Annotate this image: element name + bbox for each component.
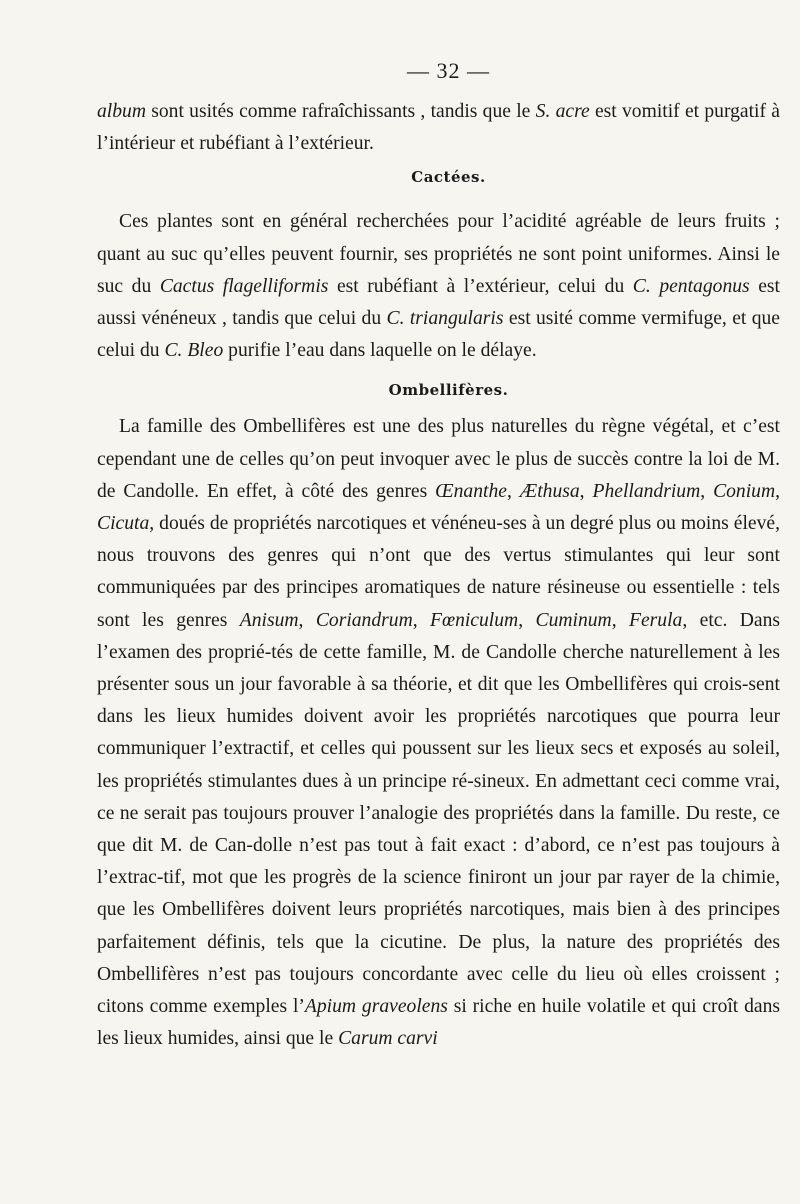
text-run: est vomitif et purgatif à l’intérieur et rubéfiant à l’extérieur. [97, 101, 780, 155]
genus-name: Œnanthe [435, 480, 507, 502]
species-name: Apium graveolens [304, 996, 448, 1018]
section-heading-ombelliferes: Ombellifères. [388, 381, 509, 400]
text-run: sont usités comme rafraîchissants , tandis que le [145, 101, 536, 122]
genus-name: Anisum [239, 609, 299, 631]
genus-name: Cuminum [535, 609, 612, 631]
genus-name: Cicuta [97, 513, 150, 535]
text-run: est rubéfiant à l’extérieur, celui du [328, 275, 633, 297]
text-run: , [579, 480, 593, 502]
paragraph-intro [97, 96, 780, 160]
page-number: — 32 — [407, 58, 490, 83]
species-name: C. triangularis [386, 308, 504, 330]
paragraph-ombelliferes [97, 411, 780, 1055]
text-run: , [518, 609, 536, 631]
species-name: album [97, 101, 146, 122]
text-run: , [298, 609, 316, 631]
genus-name: Fœniculum [430, 609, 519, 631]
species-name: C. Bleo [164, 340, 224, 362]
text-run: , [412, 609, 431, 631]
text-run: Ces plantes sont en général recherchées pour l’acidité agréable de leurs fruits ; quant au suc qu’elles peuvent fournir, ses propriétés ne sont point uniformes. Ainsi le suc du [97, 211, 780, 297]
text-run: purifie l’eau dans laquelle on le délaye. [223, 340, 537, 362]
species-name: Carum carvi [338, 1028, 438, 1050]
text-run: , doués de propriétés narcotiques et vénéneu-ses à un degré plus ou moins élevé, nous trouvons des genres qui n’ont que des vertus stimulantes qui leur sont communiquées par des principes aromatiques de nature résineuse ou essentielle : tels sont les genres [97, 513, 780, 631]
text-run: , [775, 480, 781, 502]
text-run: , [506, 480, 520, 502]
text-run: est aussi vénéneux , tandis que celui du [97, 275, 780, 330]
species-name: Cactus flagelliformis [159, 275, 329, 297]
paragraph-cactees [97, 206, 780, 367]
genus-name: Phellandrium [592, 480, 701, 502]
text-run: est usité comme vermifuge, et que celui du [97, 308, 781, 362]
genus-name: Coriandrum [315, 609, 413, 631]
text-run: La famille des Ombellifères est une des plus naturelles du règne végétal, et c’est cependant une de celles qu’on peut invoquer avec le plus de succès contre la loi de M. de Candolle. En effet, à côté des genres [97, 416, 780, 502]
genus-name: Ferula [629, 609, 683, 631]
species-name: C. pentagonus [632, 275, 750, 297]
section-heading-cactees: Cactées. [411, 168, 486, 187]
text-run: si riche en huile volatile et qui croît dans les lieux humides, ainsi que le [97, 996, 780, 1050]
text-run: , etc. Dans l’examen des proprié-tés de cette famille, M. de Candolle cherche naturellement à les présenter sous un jour favorable à sa théorie, et dit que les Ombellifères qui crois-sent dans les lieux humides doivent avoir les propriétés narcotiques que pourra leur communiquer l’extractif, et celles qui poussent sur les lieux secs et exposés au soleil, les propriétés stimulantes dues à un principe ré-sineux. En admettant ceci comme vrai, ce ne serait pas toujours prouver l’analogie des propriétés dans la famille. Du reste, ce que dit M. de Can-dolle n’est pas tout à fait exact : d’abord, ce n’est pas toujours à l’extrac-tif, mot que les progrès de la science finiront un jour par rayer de la chimie, que les Ombellifères doivent leurs propriétés narcotiques, mais bien à des principes parfaitement définis, tels que la cicutine. De plus, la nature des propriétés des Ombellifères n’est pas toujours concordante avec celle du lieu où elles croissent ; citons comme exemples l’ [97, 609, 781, 1018]
species-name: S. acre [535, 101, 590, 122]
genus-name: Conium [713, 480, 776, 502]
genus-name: Æthusa [519, 480, 580, 502]
text-run: , [700, 480, 714, 502]
text-run: , [611, 609, 630, 631]
